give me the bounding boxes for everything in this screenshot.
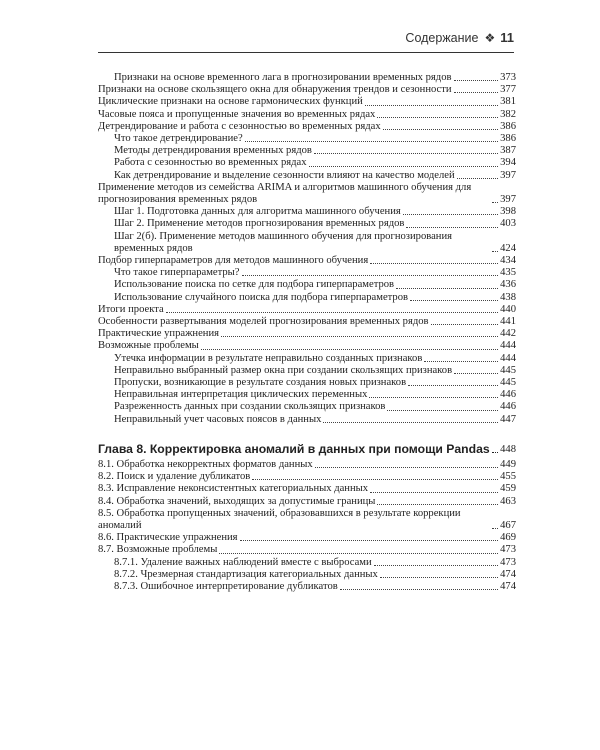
dot-leader — [377, 504, 498, 505]
toc-entry-page: 386 — [500, 133, 516, 145]
toc-entry — [98, 401, 516, 413]
dot-leader — [457, 178, 498, 179]
dot-leader — [370, 492, 498, 493]
toc-entry-page: 444 — [500, 340, 516, 352]
toc-entry-title: Шаг 2(б). Применение методов машинного обучения для прогнозирования временных рядов — [114, 230, 453, 254]
toc-entry-page: 469 — [500, 532, 516, 544]
toc-entry-title: Возможные проблемы — [98, 340, 199, 352]
toc-entry-title: 8.7.2. Чрезмерная стандартизация категориальных данных — [114, 568, 378, 580]
dot-leader — [424, 361, 498, 362]
toc-entry — [98, 72, 516, 84]
toc-entry-page: 474 — [500, 568, 516, 580]
toc-entry-title: 8.1. Обработка некорректных форматов данных — [98, 458, 313, 470]
dot-leader — [201, 349, 498, 350]
table-of-contents — [98, 72, 516, 593]
toc-entry — [98, 231, 516, 255]
toc-entry — [98, 279, 516, 291]
toc-entry-page: 441 — [500, 316, 516, 328]
dot-leader — [492, 528, 498, 529]
header-rule — [98, 52, 514, 53]
toc-entry — [98, 267, 516, 279]
toc-entry-title: Как детрендирование и выделение сезонности влияют на качество моделей — [114, 169, 455, 181]
toc-entry-page: 436 — [500, 279, 516, 291]
toc-entry — [98, 316, 516, 328]
toc-entry — [98, 377, 516, 389]
toc-entry — [98, 182, 516, 206]
toc-entry-page: 397 — [500, 169, 516, 181]
toc-entry-title: 8.4. Обработка значений, выходящих за допустимые границы — [98, 495, 376, 507]
dot-leader — [323, 422, 498, 423]
toc-entry-title: Часовые пояса и пропущенные значения во временных рядах — [98, 108, 376, 120]
toc-entry — [98, 532, 516, 544]
dot-leader — [315, 467, 498, 468]
toc-entry — [98, 218, 516, 230]
toc-entry — [98, 157, 516, 169]
toc-entry — [98, 483, 516, 495]
toc-entry — [98, 121, 516, 133]
toc-entry-title: Подбор гиперпараметров для методов машинного обучения — [98, 255, 369, 267]
toc-entry — [98, 389, 516, 401]
toc-entry-title: Признаки на основе временного лага в прогнозировании временных рядов — [114, 72, 452, 83]
toc-entry — [98, 581, 516, 593]
dot-leader — [383, 129, 498, 130]
toc-entry-page: 445 — [500, 364, 516, 376]
toc-entry — [98, 304, 516, 316]
toc-entry-page: 382 — [500, 108, 516, 120]
toc-entry-page: 397 — [500, 194, 516, 206]
toc-entry-title: Использование случайного поиска для подбора гиперпараметров — [114, 291, 409, 303]
toc-entry — [98, 84, 516, 96]
toc-entry — [98, 109, 516, 121]
toc-entry-page: 446 — [500, 401, 516, 413]
toc-entry-page: 381 — [500, 96, 516, 108]
toc-entry-page: 386 — [500, 120, 516, 132]
dot-leader — [314, 153, 498, 154]
toc-entry — [98, 544, 516, 556]
toc-entry — [98, 133, 516, 145]
toc-entry — [98, 508, 516, 532]
dot-leader — [369, 397, 498, 398]
toc-entry-title: Неправильный учет часовых поясов в данных — [114, 413, 322, 425]
toc-entry-page: 448 — [500, 443, 516, 455]
toc-entry — [98, 145, 516, 157]
dot-leader — [492, 202, 498, 203]
dot-leader — [340, 589, 498, 590]
toc-entry-page: 455 — [500, 471, 516, 483]
toc-entry-page: 438 — [500, 291, 516, 303]
toc-entry — [98, 328, 516, 340]
toc-entry-title: Шаг 2. Применение методов прогнозирования временных рядов — [114, 218, 405, 230]
toc-entry — [98, 206, 516, 218]
dot-leader — [365, 105, 498, 106]
dot-leader — [309, 166, 499, 167]
dot-leader — [454, 373, 498, 374]
header-text — [405, 30, 514, 45]
toc-entry-title: 8.7.1. Удаление важных наблюдений вместе с выбросами — [114, 556, 372, 568]
toc-entry-page: 434 — [500, 255, 516, 267]
dot-leader — [492, 251, 498, 252]
toc-entry-title: Утечка информации в результате неправильно созданных признаков — [114, 352, 423, 364]
dot-leader — [380, 577, 498, 578]
toc-entry-page: 463 — [500, 495, 516, 507]
toc-entry — [98, 340, 516, 352]
toc-entry-page: 473 — [500, 544, 516, 556]
toc-entry — [98, 471, 516, 483]
toc-entry — [98, 170, 516, 182]
toc-entry-title: Итоги проекта — [98, 303, 164, 315]
toc-entry-title: Признаки на основе скользящего окна для обнаружения трендов и сезонности — [98, 84, 452, 96]
toc-entry-title: Особенности развертывания моделей прогнозирования временных рядов — [98, 316, 429, 328]
toc-entry — [98, 496, 516, 508]
dot-leader — [219, 553, 498, 554]
dot-leader — [370, 263, 498, 264]
toc-entry-title: Детрендирование и работа с сезонностью во временных рядах — [98, 120, 381, 132]
toc-entry-page: 377 — [500, 84, 516, 96]
dot-leader — [396, 288, 498, 289]
toc-entry-page: 449 — [500, 458, 516, 470]
toc-entry-page: 435 — [500, 267, 516, 279]
toc-entry — [98, 365, 516, 377]
dot-leader — [454, 92, 499, 93]
toc-entry-page: 459 — [500, 483, 516, 495]
toc-entry — [98, 557, 516, 569]
dot-leader — [410, 300, 498, 301]
dot-leader — [408, 385, 498, 386]
toc-entry-title: 8.5. Обработка пропущенных значений, образовавшихся в результате коррекции аномалий — [98, 507, 461, 531]
toc-entry — [98, 255, 516, 267]
toc-entry-page: 467 — [500, 519, 516, 531]
page-number: 11 — [500, 30, 514, 45]
dot-leader — [406, 227, 498, 228]
toc-entry-title: Использование поиска по сетке для подбора гиперпараметров — [114, 279, 395, 291]
toc-entry-title: Что такое гиперпараметры? — [114, 267, 240, 279]
dot-leader — [245, 141, 498, 142]
dot-leader — [377, 117, 498, 118]
dot-leader — [454, 80, 499, 81]
toc-entry-page: 474 — [500, 580, 516, 592]
dot-leader — [374, 565, 498, 566]
dot-leader — [387, 410, 498, 411]
toc-entry — [98, 414, 516, 426]
running-header — [98, 26, 514, 50]
toc-entry — [98, 96, 516, 108]
dot-leader — [242, 275, 499, 276]
toc-entry-title: Практические упражнения — [98, 328, 219, 340]
toc-entry — [98, 353, 516, 365]
fleuron-icon: ❖ — [484, 31, 496, 45]
toc-entry — [98, 459, 516, 471]
toc-entry-page: 403 — [500, 218, 516, 230]
toc-entry-page: 442 — [500, 328, 516, 340]
dot-leader — [240, 540, 499, 541]
toc-entry-page: 444 — [500, 352, 516, 364]
toc-entry-title: 8.2. Поиск и удаление дубликатов — [98, 471, 251, 483]
toc-entry-title: Пропуски, возникающие в результате создания новых признаков — [114, 377, 407, 389]
dot-leader — [492, 452, 498, 453]
toc-entry-title: 8.6. Практические упражнения — [98, 532, 238, 544]
dot-leader — [431, 324, 499, 325]
toc-entry-page: 373 — [500, 72, 516, 83]
dot-leader — [221, 336, 498, 337]
dot-leader — [403, 214, 498, 215]
toc-entry-title: Что такое детрендирование? — [114, 133, 243, 145]
toc-entry-title: 8.7. Возможные проблемы — [98, 544, 218, 556]
toc-entry-title: Неправильно выбранный размер окна при создании скользящих признаков — [114, 364, 453, 376]
toc-entry-title: Шаг 1. Подготовка данных для алгоритма машинного обучения — [114, 206, 401, 218]
toc-entry-page: 424 — [500, 242, 516, 254]
toc-entry-title: 8.3. Исправление неконсистентных категориальных данных — [98, 483, 369, 495]
toc-entry-title: Циклические признаки на основе гармонических функций — [98, 96, 363, 108]
toc-entry — [98, 569, 516, 581]
toc-entry-page: 446 — [500, 389, 516, 401]
toc-entry-title: Неправильная интерпретация циклических переменных — [114, 389, 368, 401]
toc-entry-page: 445 — [500, 377, 516, 389]
toc-entry-title: Применение методов из семейства ARIMA и алгоритмов машинного обучения для прогнозирования временных рядов — [98, 181, 472, 206]
toc-entry-title: 8.7.3. Ошибочное интерпретирование дубликатов — [114, 580, 338, 592]
dot-leader — [252, 479, 498, 480]
toc-entry-title: Работа с сезонностью во временных рядах — [114, 157, 307, 169]
dot-leader — [166, 312, 498, 313]
toc-entry-title: Разреженность данных при создании скользящих признаков — [114, 401, 386, 413]
toc-entry-page: 387 — [500, 145, 516, 157]
toc-entry-page: 447 — [500, 413, 516, 425]
toc-entry — [98, 292, 516, 304]
header-title: Содержание — [405, 31, 479, 45]
toc-entry-page: 473 — [500, 556, 516, 568]
toc-entry-title: Глава 8. Корректировка аномалий в данных при помощи Pandas — [98, 441, 490, 456]
toc-chapter-entry — [98, 442, 516, 457]
toc-entry-page: 398 — [500, 206, 516, 218]
toc-entry-page: 440 — [500, 303, 516, 315]
toc-entry-title: Методы детрендирования временных рядов — [114, 145, 312, 157]
toc-entry-page: 394 — [500, 157, 516, 169]
